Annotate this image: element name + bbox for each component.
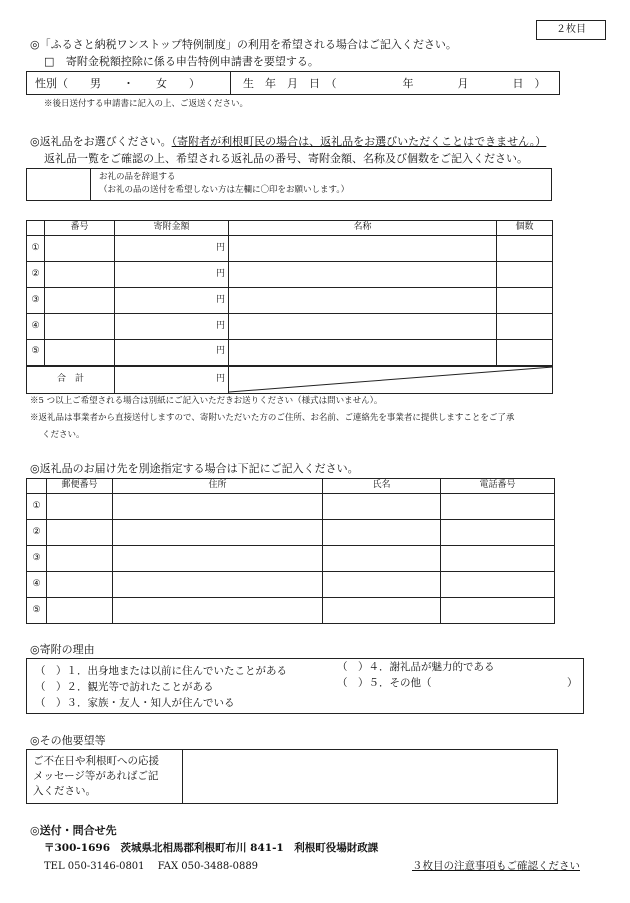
gift-total-label: 合 計 bbox=[27, 366, 115, 394]
yen-unit: 円 bbox=[215, 294, 225, 305]
gift-name-cell[interactable] bbox=[229, 288, 497, 314]
postal-code-cell[interactable] bbox=[47, 494, 113, 520]
gift-number-cell[interactable] bbox=[45, 340, 115, 366]
other-label-line: 入ください。 bbox=[33, 785, 96, 797]
postal-code-cell[interactable] bbox=[47, 572, 113, 598]
gift-row-index: ④ bbox=[27, 314, 45, 340]
gift-name-cell[interactable] bbox=[229, 262, 497, 288]
delivery-row-index: ③ bbox=[27, 546, 47, 572]
recipient-name-cell[interactable] bbox=[323, 572, 441, 598]
gift-amount-cell[interactable] bbox=[115, 236, 229, 262]
yen-unit: 円 bbox=[215, 320, 225, 331]
gift-heading-restriction: （寄附者が利根町民の場合は、返礼品をお選びいただくことはできません。） bbox=[171, 135, 547, 148]
yen-unit: 円 bbox=[215, 346, 225, 357]
gift-header-quantity: 個数 bbox=[497, 221, 553, 236]
birthdate-field[interactable]: 生 年 月 日 （ 年 月 日 ） bbox=[243, 77, 546, 90]
reason-option-3[interactable]: （ ）３．家族・友人・知人が住んでいる bbox=[35, 697, 235, 709]
decline-note: （お礼の品の送付を希望しない方は左欄に〇印をお願いします。） bbox=[99, 185, 350, 195]
gift-amount-cell[interactable] bbox=[115, 340, 229, 366]
decline-label: お礼の品を辞退する bbox=[99, 172, 176, 182]
onestop-heading: ◎「ふるさと納税ワンストップ特例制度」の利用を希望される場合はご記入ください。 bbox=[30, 38, 457, 51]
onestop-note: ※後日送付する申請書に記入の上、ご返送ください。 bbox=[44, 99, 249, 109]
gift-name-cell[interactable] bbox=[229, 236, 497, 262]
gift-quantity-cell[interactable] bbox=[497, 288, 553, 314]
address-cell[interactable] bbox=[113, 494, 323, 520]
delivery-table-header bbox=[27, 479, 555, 494]
gift-row bbox=[27, 262, 553, 288]
gift-quantity-cell[interactable] bbox=[497, 236, 553, 262]
delivery-row bbox=[27, 546, 555, 572]
contact-phone-fax: TEL 050-3146-0801 FAX 050-3488-0889 bbox=[44, 861, 259, 872]
reason-heading: ◎寄附の理由 bbox=[30, 643, 95, 656]
gender-field[interactable]: 性別（ 男 ・ 女 ） bbox=[35, 77, 200, 90]
phone-cell[interactable] bbox=[441, 598, 555, 624]
gift-row-index: ⑤ bbox=[27, 340, 45, 366]
phone-cell[interactable] bbox=[441, 520, 555, 546]
delivery-header-phone: 電話番号 bbox=[441, 479, 555, 494]
gift-note-2-cont: ください。 bbox=[42, 430, 85, 440]
delivery-header-name: 氏名 bbox=[323, 479, 441, 494]
gift-name-cell[interactable] bbox=[229, 340, 497, 366]
delivery-row-index: ④ bbox=[27, 572, 47, 598]
delivery-header-postal: 郵便番号 bbox=[47, 479, 113, 494]
reason-box bbox=[26, 658, 584, 714]
gift-number-cell[interactable] bbox=[45, 314, 115, 340]
gift-note-2: ※返礼品は事業者から直接送付しますので、寄附いただいた方のご住所、お名前、ご連絡先を事業者に提供しますことをご了承 bbox=[30, 413, 515, 423]
gift-total-amount-cell[interactable] bbox=[115, 366, 229, 394]
decline-box bbox=[26, 168, 552, 201]
gift-quantity-cell[interactable] bbox=[497, 262, 553, 288]
yen-unit: 円 bbox=[215, 242, 225, 253]
delivery-row-index: ① bbox=[27, 494, 47, 520]
delivery-heading: ◎返礼品のお届け先を別途指定する場合は下記にご記入ください。 bbox=[30, 462, 359, 475]
gender-birth-divider bbox=[230, 72, 231, 94]
gift-row bbox=[27, 288, 553, 314]
reason-option-2[interactable]: （ ）２．観光等で訪れたことがある bbox=[35, 681, 214, 693]
other-label-line: メッセージ等があればご記 bbox=[33, 770, 159, 782]
gift-number-cell[interactable] bbox=[45, 288, 115, 314]
address-cell[interactable] bbox=[113, 520, 323, 546]
reason-option-4[interactable]: （ ）４．謝礼品が魅力的である bbox=[337, 661, 495, 673]
delivery-row bbox=[27, 494, 555, 520]
phone-cell[interactable] bbox=[441, 572, 555, 598]
page-number-text: ２枚目 bbox=[556, 24, 586, 35]
other-label-line: ご不在日や利根町への応援 bbox=[33, 755, 159, 767]
postal-code-cell[interactable] bbox=[47, 520, 113, 546]
address-cell[interactable] bbox=[113, 546, 323, 572]
address-cell[interactable] bbox=[113, 598, 323, 624]
onestop-checkbox-label: 寄附金税額控除に係る申告特例申請書を要望する。 bbox=[65, 55, 319, 68]
delivery-table bbox=[26, 478, 555, 624]
gift-row bbox=[27, 314, 553, 340]
recipient-name-cell[interactable] bbox=[323, 494, 441, 520]
gift-quantity-cell[interactable] bbox=[497, 314, 553, 340]
delivery-row bbox=[27, 520, 555, 546]
delivery-row-index: ⑤ bbox=[27, 598, 47, 624]
diagonal-slash bbox=[229, 367, 553, 393]
onestop-checkbox-row[interactable] bbox=[44, 55, 319, 69]
checkbox-icon[interactable]: □ bbox=[44, 55, 55, 68]
gender-birth-box bbox=[26, 71, 560, 95]
delivery-header-address: 住所 bbox=[113, 479, 323, 494]
decline-mark-cell[interactable] bbox=[27, 169, 91, 200]
gift-row bbox=[27, 236, 553, 262]
gift-header-blank bbox=[27, 221, 45, 236]
gift-total-row bbox=[27, 366, 553, 394]
yen-unit: 円 bbox=[215, 373, 225, 384]
gift-quantity-cell[interactable] bbox=[497, 340, 553, 366]
recipient-name-cell[interactable] bbox=[323, 520, 441, 546]
gift-note-1: ※5 つ以上ご希望される場合は別紙にご記入いただきお送りください（様式は問いません）。 bbox=[30, 396, 383, 406]
gift-amount-cell[interactable] bbox=[115, 288, 229, 314]
gift-total-slash-cell bbox=[229, 366, 553, 394]
other-heading: ◎その他要望等 bbox=[30, 734, 106, 747]
delivery-row bbox=[27, 598, 555, 624]
gift-amount-cell[interactable] bbox=[115, 314, 229, 340]
phone-cell[interactable] bbox=[441, 494, 555, 520]
page-number-badge bbox=[536, 20, 606, 40]
contact-address: 〒300-1696 茨城県北相馬郡利根町布川 841-1 利根町役場財政課 bbox=[44, 842, 379, 854]
other-label-cell bbox=[27, 750, 183, 803]
gift-header-number: 番号 bbox=[45, 221, 115, 236]
yen-unit: 円 bbox=[215, 268, 225, 279]
postal-code-cell[interactable] bbox=[47, 598, 113, 624]
gift-header-amount: 寄附金額 bbox=[115, 221, 229, 236]
gift-row-index: ③ bbox=[27, 288, 45, 314]
recipient-name-cell[interactable] bbox=[323, 598, 441, 624]
contact-footer-note: ３枚目の注意事項もご確認ください bbox=[412, 860, 580, 872]
gift-number-cell[interactable] bbox=[45, 236, 115, 262]
delivery-header-blank bbox=[27, 479, 47, 494]
delivery-row bbox=[27, 572, 555, 598]
gift-table-header bbox=[27, 221, 553, 236]
gift-name-cell[interactable] bbox=[229, 314, 497, 340]
reason-other-close: ） bbox=[567, 677, 578, 689]
recipient-name-cell[interactable] bbox=[323, 546, 441, 572]
gift-row-index: ① bbox=[27, 236, 45, 262]
postal-code-cell[interactable] bbox=[47, 546, 113, 572]
gift-number-cell[interactable] bbox=[45, 262, 115, 288]
reason-option-5[interactable]: （ ）５．その他（ bbox=[337, 677, 432, 689]
reason-option-1[interactable]: （ ）１．出身地または以前に住んでいたことがある bbox=[35, 665, 287, 677]
gift-heading-main: ◎返礼品をお選びください。 bbox=[30, 135, 172, 148]
phone-cell[interactable] bbox=[441, 546, 555, 572]
gift-row bbox=[27, 340, 553, 366]
delivery-row-index: ② bbox=[27, 520, 47, 546]
other-box bbox=[26, 749, 558, 804]
gift-amount-cell[interactable] bbox=[115, 262, 229, 288]
address-cell[interactable] bbox=[113, 572, 323, 598]
gift-row-index: ② bbox=[27, 262, 45, 288]
gift-table bbox=[26, 220, 553, 394]
contact-heading: ◎送付・問合せ先 bbox=[30, 824, 117, 837]
gift-heading bbox=[30, 135, 546, 149]
gift-header-name: 名称 bbox=[229, 221, 497, 236]
other-request-input[interactable] bbox=[184, 750, 557, 803]
gift-instruction: 返礼品一覧をご確認の上、希望される返礼品の番号、寄附金額、名称及び個数をご記入ください。 bbox=[44, 152, 528, 165]
